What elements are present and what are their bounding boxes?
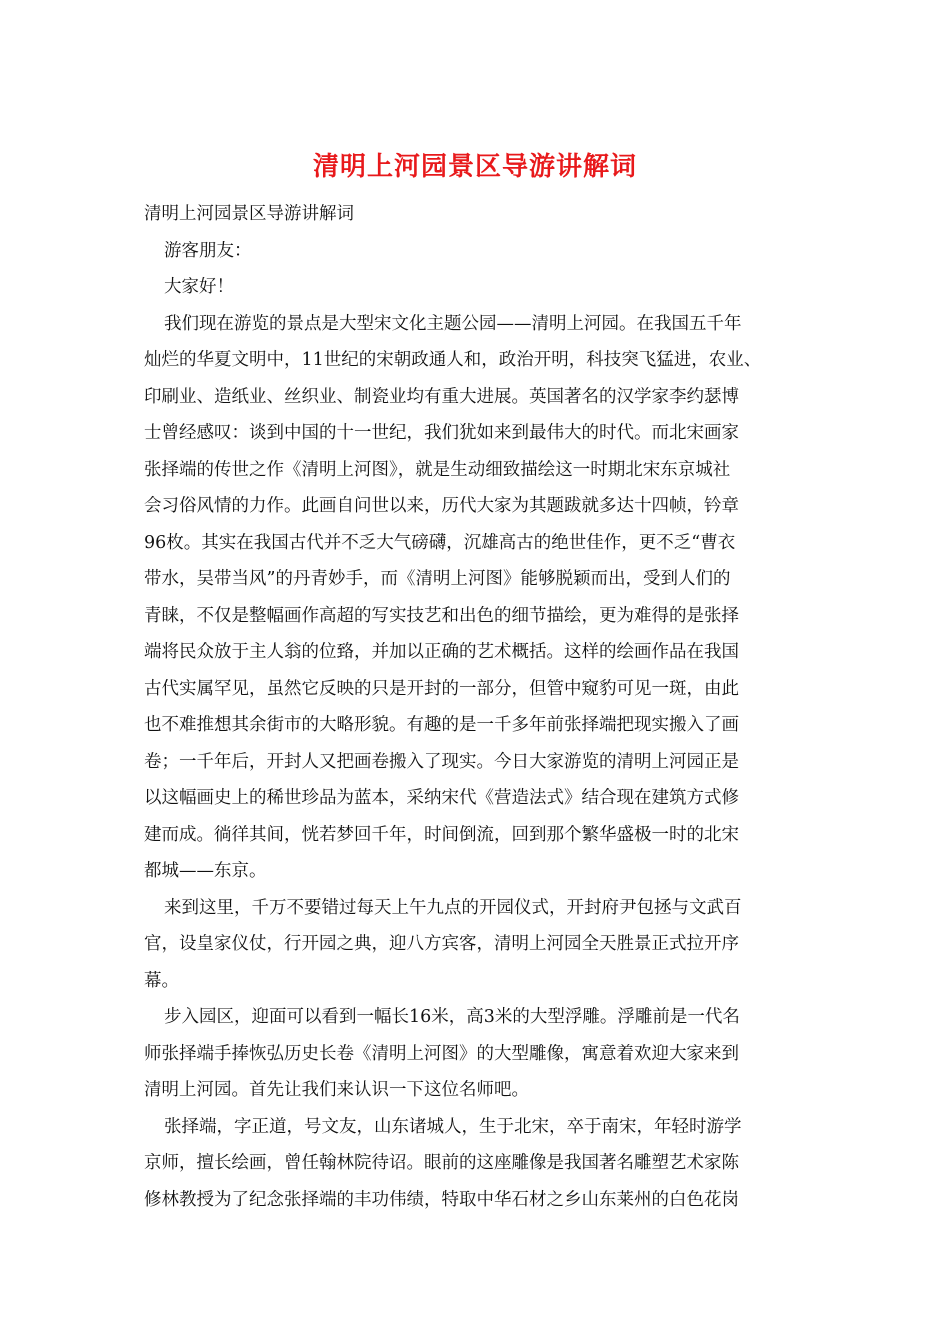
text-line: 也不难推想其余街市的大略形貌。有趣的是一千多年前张择端把现实搬入了画 (144, 715, 739, 735)
document-body (144, 196, 800, 1218)
text-line: 96枚。其实在我国古代并不乏大气磅礴，沉雄高古的绝世佳作，更不乏“曹衣 (144, 532, 736, 553)
document-title: 清明上河园景区导游讲解词 (312, 152, 637, 182)
text-line: 幕。 (144, 970, 179, 991)
text-line: 步入园区，迎面可以看到一幅长16米，高3米的大型浮雕。浮雕前是一代名 (164, 1007, 740, 1027)
text-line: 清明上河园。首先让我们来认识一下这位名师吧。 (144, 1080, 529, 1100)
text-line: 大家好！ (164, 277, 234, 297)
text-line: 来到这里，千万不要错过每天上午九点的开园仪式，开封府尹包拯与文武百 (164, 897, 742, 918)
text-line: 端将民众放于主人翁的位臵，并加以正确的艺术概括。这样的绘画作品在我国 (144, 642, 739, 662)
text-line: 游客朋友： (164, 240, 252, 261)
text-line: 张择端的传世之作《清明上河图》，就是生动细致描绘这一时期北宋东京城社 (144, 459, 731, 480)
text-line: 清明上河园景区导游讲解词 (144, 204, 354, 224)
text-line: 修林教授为了纪念张择端的丰功伟绩，特取中华石材之乡山东莱州的白色花岗 (144, 1189, 739, 1210)
text-line: 京师，擅长绘画，曾任翰林院待诏。眼前的这座雕像是我国著名雕塑艺术家陈 (144, 1153, 739, 1173)
text-line: 带水，吴带当风”的丹青妙手，而《清明上河图》能够脱颖而出，受到人们的 (144, 569, 731, 589)
text-line: 都城——东京。 (144, 861, 267, 881)
text-line: 会习俗风情的力作。此画自问世以来，历代大家为其题跋就多达十四帧，钤章 (144, 496, 739, 516)
text-line: 师张择端手捧恢弘历史长卷《清明上河图》的大型雕像，寓意着欢迎大家来到 (144, 1043, 739, 1064)
text-line: 张择端，字正道，号文友，山东诸城人，生于北宋，卒于南宋，年轻时游学 (164, 1116, 742, 1137)
text-line: 以这幅画史上的稀世珍品为蓝本，采纳宋代《营造法式》结合现在建筑方式修 (144, 788, 739, 808)
text-line: 官，设皇家仪仗，行开园之典，迎八方宾客，清明上河园全天胜景正式拉开序 (144, 934, 739, 954)
text-line: 我们现在游览的景点是大型宋文化主题公园——清明上河园。在我国五千年 (164, 313, 742, 334)
text-line: 灿烂的华夏文明中，11世纪的宋朝政通人和，政治开明，科技突飞猛进，农业、 (144, 350, 762, 370)
text-line: 青睐，不仅是整幅画作高超的写实技艺和出色的细节描绘，更为难得的是张择 (144, 605, 739, 626)
text-line: 卷；一千年后，开封人又把画卷搬入了现实。今日大家游览的清明上河园正是 (144, 751, 739, 772)
text-line: 古代实属罕见，虽然它反映的只是开封的一部分，但管中窥豹可见一斑，由此 (144, 678, 739, 699)
text-line: 士曾经感叹：谈到中国的十一世纪，我们犹如来到最伟大的时代。而北宋画家 (144, 423, 739, 443)
text-line: 印刷业、造纸业、丝织业、制瓷业均有重大进展。英国著名的汉学家李约瑟博 (144, 386, 739, 407)
text-line: 建而成。徜徉其间，恍若梦回千年，时间倒流，回到那个繁华盛极一时的北宋 (144, 824, 739, 845)
